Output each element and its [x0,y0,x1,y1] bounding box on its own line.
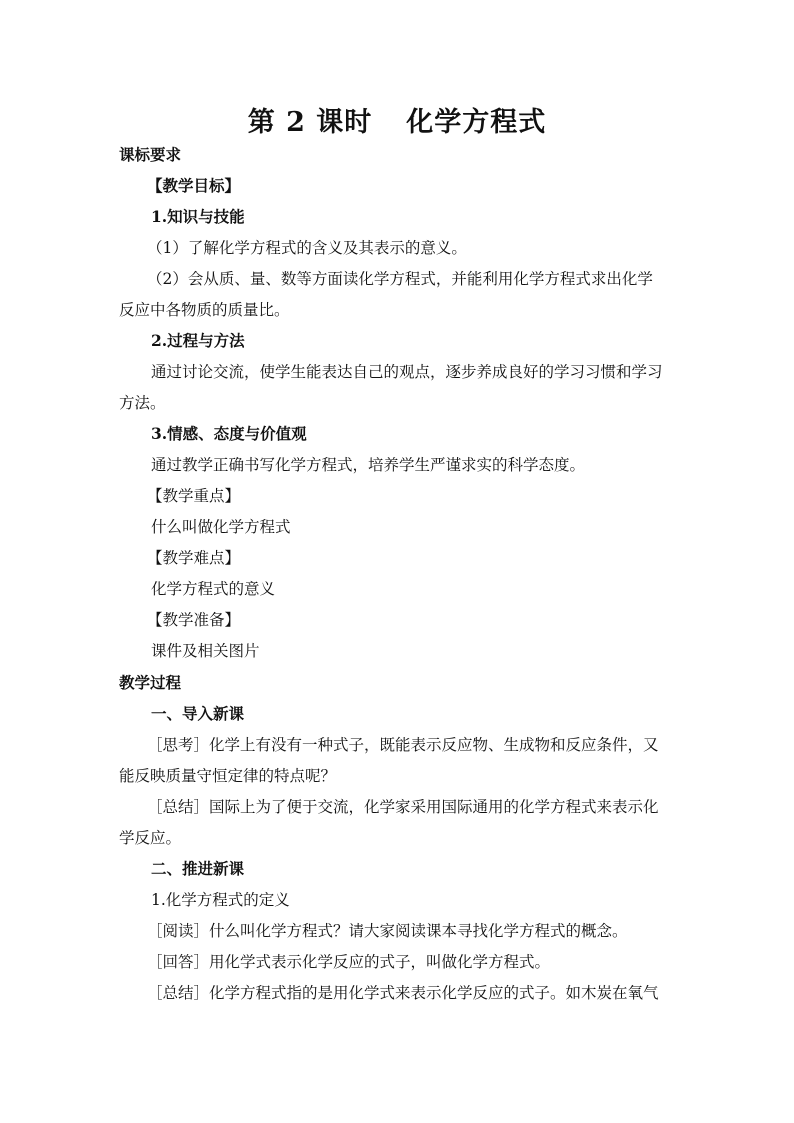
paragraph-line: 1.化学方程式的定义 [151,891,290,909]
paragraph-line: 方法。 [119,394,166,412]
paragraph-line: 什么叫做化学方程式 [151,518,291,536]
section-heading-standards: 课标要求 [119,145,182,164]
heading-new-lesson: 二、推进新课 [151,859,245,878]
heading-process-method: 2.过程与方法 [151,331,245,350]
paragraph-line: 通过教学正确书写化学方程式，培养学生严谨求实的科学态度。 [151,456,586,474]
heading-teaching-goals: 【教学目标】 [147,176,241,195]
paragraph-line: ［思考］化学上有没有一种式子，既能表示反应物、生成物和反应条件，又 [147,736,659,754]
paragraph-line: （1）了解化学方程式的含义及其表示的意义。 [147,239,467,257]
paragraph-line: ［总结］国际上为了便于交流，化学家采用国际通用的化学方程式来表示化 [147,798,659,816]
paragraph-line: 学反应。 [119,829,182,847]
paragraph-line: 化学方程式的意义 [151,580,276,598]
paragraph-line: 课件及相关图片 [151,642,260,660]
section-heading-process: 教学过程 [119,673,182,692]
heading-knowledge-skills: 1.知识与技能 [151,207,245,226]
lesson-topic: 化学方程式 [406,107,547,138]
heading-emotion-values: 3.情感、态度与价值观 [151,424,307,443]
heading-intro: 一、导入新课 [151,704,245,723]
paragraph-line: （2）会从质、量、数等方面读化学方程式，并能利用化学方程式求出化学 [147,270,653,288]
paragraph-line: 反应中各物质的质量比。 [119,301,290,319]
paragraph-line: ［总结］化学方程式指的是用化学式来表示化学反应的式子。如木炭在氧气 [147,984,659,1002]
lesson-number: 第 2 课时 [247,107,373,138]
heading-difficulty: 【教学难点】 [147,549,241,567]
heading-preparation: 【教学准备】 [147,611,241,629]
paragraph-line: ［回答］用化学式表示化学反应的式子，叫做化学方程式。 [147,953,551,971]
heading-key-point: 【教学重点】 [147,487,241,505]
paragraph-line: 能反映质量守恒定律的特点呢？ [119,767,337,785]
paragraph-line: ［阅读］什么叫化学方程式？请大家阅读课本寻找化学方程式的概念。 [147,922,628,940]
page-title [0,100,794,139]
paragraph-line: 通过讨论交流，使学生能表达自己的观点，逐步养成良好的学习习惯和学习 [151,363,663,381]
